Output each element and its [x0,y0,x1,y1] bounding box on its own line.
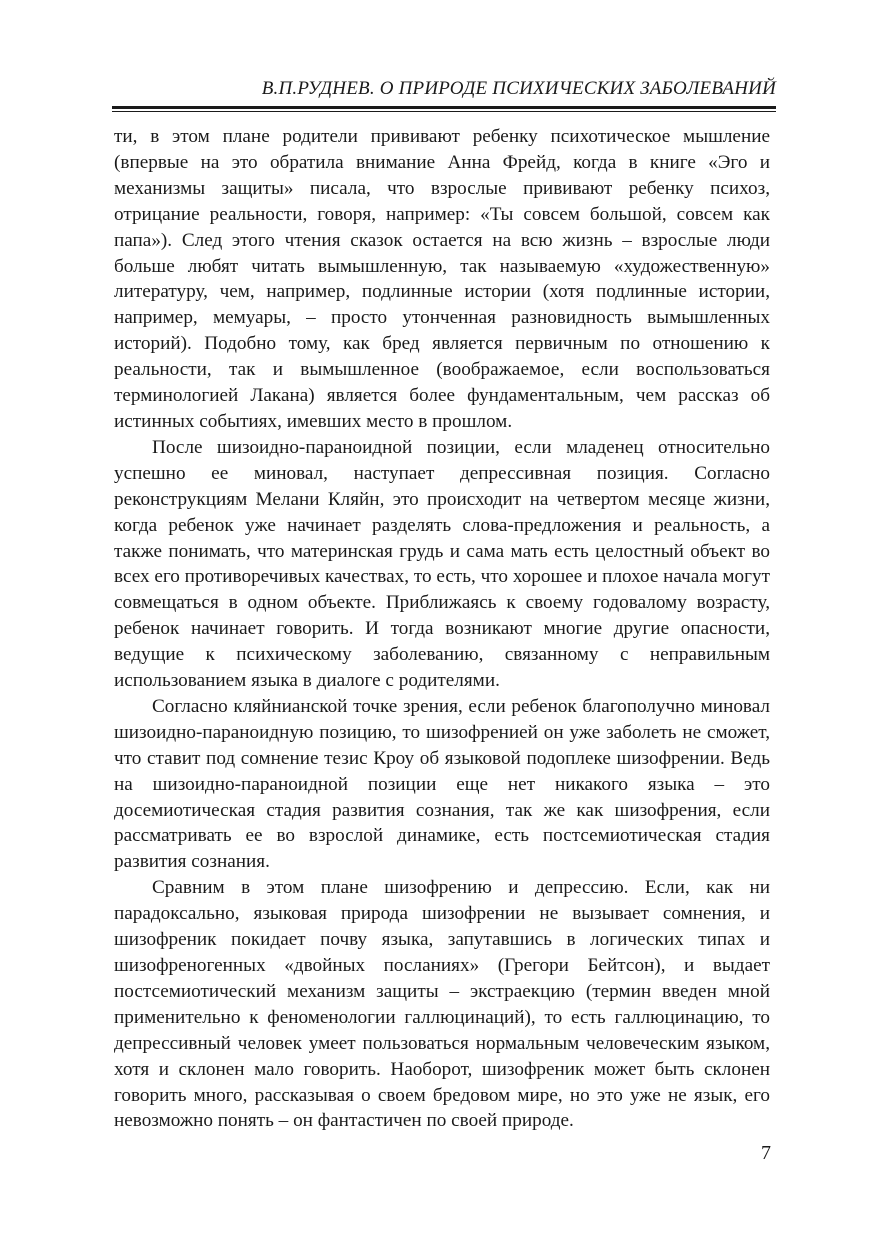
page-number: 7 [761,1142,771,1164]
paragraph-continuation: ти, в этом плане родители прививают ребенку психотическое мышление (впервые на это обратила внимание Анна Фрейд, когда в книге «Эго и механизмы защиты» писала, что взрослые прививают ребенку психоз, отрицание реальности, говоря, например: «Ты совсем большой, совсем как папа»). След этого чтения сказок остается на всю жизнь – взрослые люди больше любят читать вымышленную, так называемую «художественную» литературу, чем, например, подлинные истории (хотя подлинные истории, например, мемуары, – просто утонченная разновидность вымышленных историй). Подобно тому, как бред является первичным по отношению к реальности, так и вымышленное (воображаемое, если воспользоваться терминологией Лакана) является более фундаментальным, чем рассказ об истинных событиях, имевших место в прошлом. [114,126,770,432]
running-header-title: В.П.РУДНЕВ. О ПРИРОДЕ ПСИХИЧЕСКИХ ЗАБОЛЕВАНИЙ [261,78,776,99]
paragraph: Сравним в этом плане шизофрению и депрессию. Если, как ни парадоксально, языковая природа шизофрении не вызывает сомнения, и шизофреник покидает почву языка, запутавшись в логических типах и шизофреногенных «двойных посланиях» (Грегори Бейтсон), и выдает постсемиотический механизм защиты – экстраекцию (термин введен мной применительно к феноменологии галлюцинаций), то есть галлюцинацию, то депрессивный человек умеет пользоваться нормальным человеческим языком, хотя и склонен мало говорить. Наоборот, шизофреник может быть склонен говорить много, рассказывая о своем бредовом мире, но это уже не язык, его невозможно понять – он фантастичен по своей природе. [114,877,770,1132]
paragraph: Согласно кляйнианской точке зрения, если ребенок благополучно миновал шизоидно-параноидную позицию, то шизофренией он уже заболеть не сможет, что ставит под сомнение тезис Кроу об языковой подоплеке шизофрении. Ведь на шизоидно-параноидной позиции еще нет никакого языка – это досемиотическая стадия развития сознания, так же как шизофрения, если рассматривать ее во взрослой динамике, есть постсемиотическая стадия развития сознания. [114,695,770,873]
paragraph: После шизоидно-параноидной позиции, если младенец относительно успешно ее миновал, наступает депрессивная позиция. Согласно реконструкциям Мелани Кляйн, это происходит на четвертом месяце жизни, когда ребенок уже начинает разделять слова-предложения и реальность, а также понимать, что материнская грудь и сама мать есть целостный объект во всех его противоречивых качествах, то есть, что хорошее и плохое начала могут совмещаться в одном объекте. Приближаясь к своему годовалому возрасту, ребенок начинает говорить. И тогда возникают многие другие опасности, ведущие к психическому заболеванию, связанному с неправильным использованием языка в диалоге с родителями. [114,436,770,692]
header-rule-thick [112,106,776,109]
body-text [114,124,770,1134]
header-rule-thin [112,111,776,112]
